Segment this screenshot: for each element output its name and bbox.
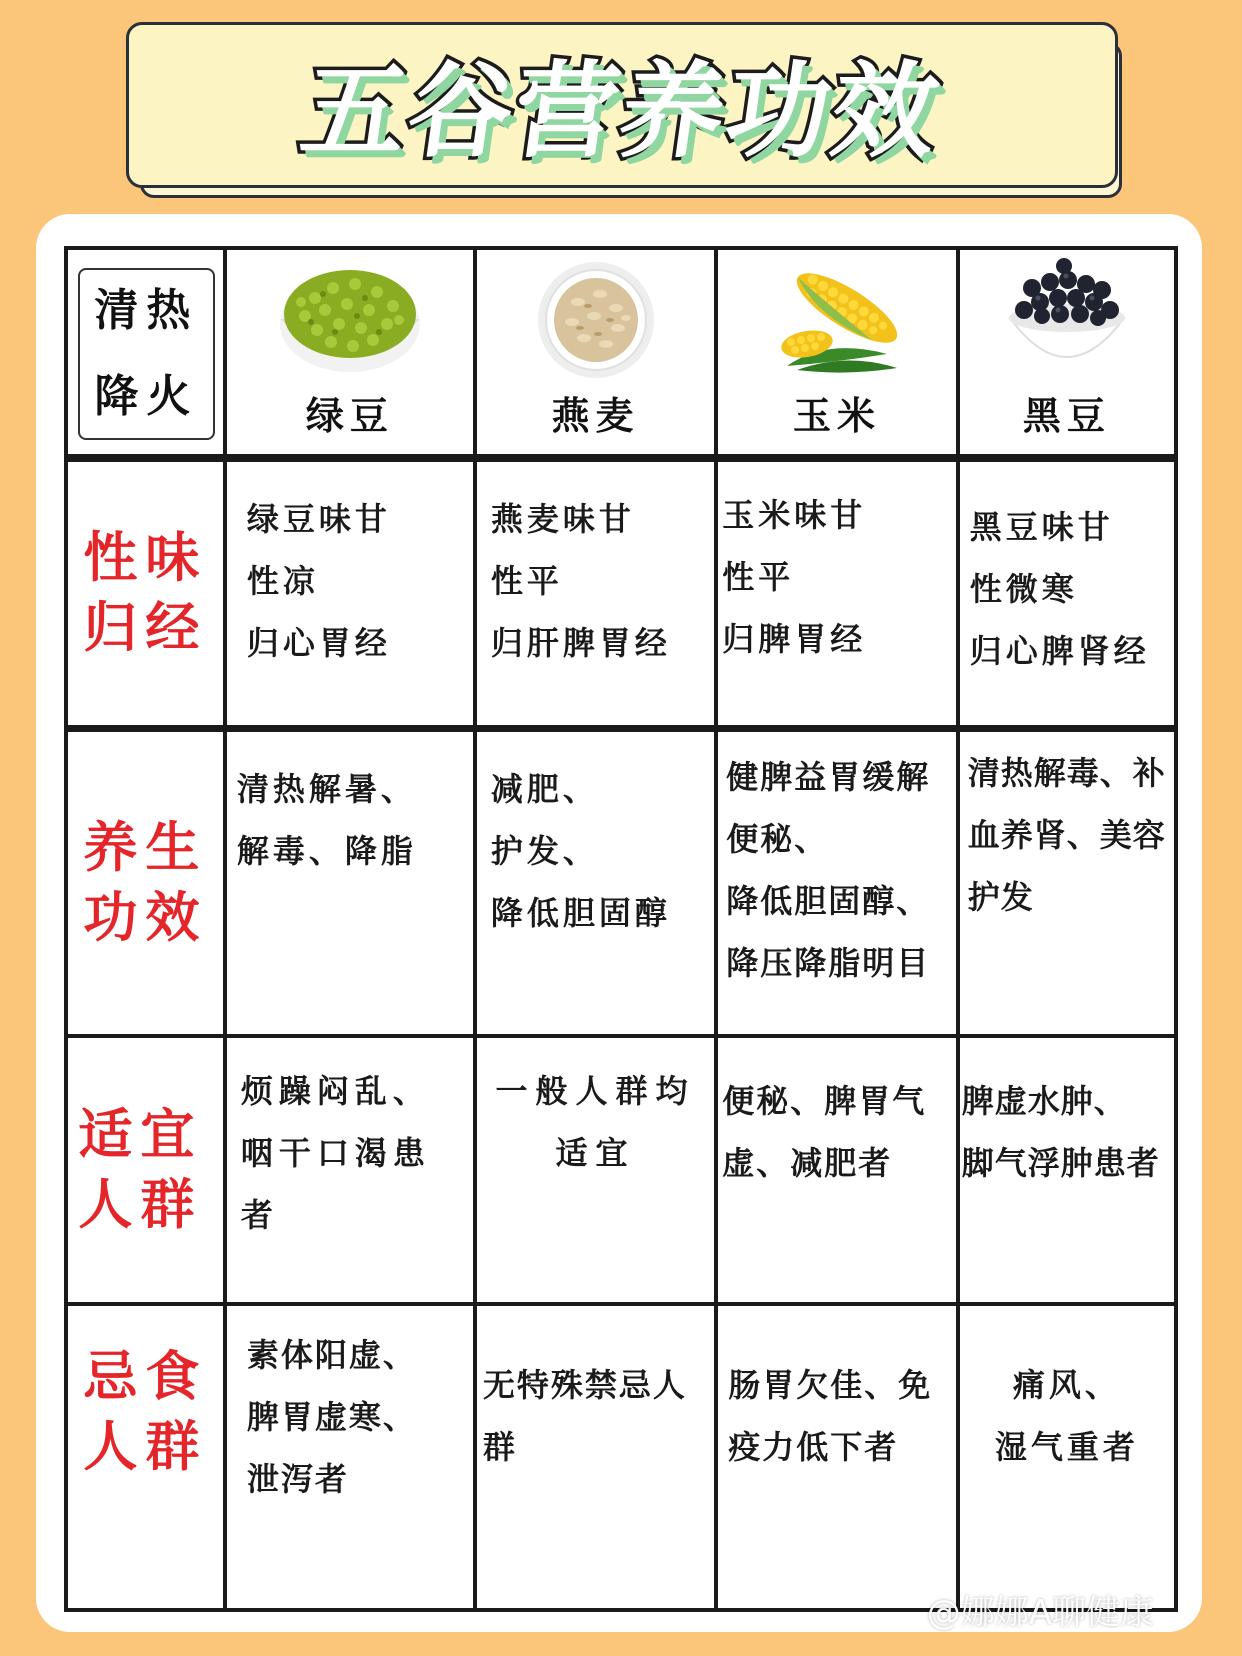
row-label: 忌食 人群 bbox=[83, 1345, 208, 1478]
table-cell: 燕麦味甘 性平 归肝脾胃经 bbox=[475, 458, 716, 728]
food-header-corn: 玉米 bbox=[716, 248, 957, 458]
row-nature-meridian bbox=[66, 458, 1176, 728]
row-suitable-people bbox=[66, 1036, 1176, 1304]
corn-icon bbox=[767, 258, 907, 380]
table-cell: 痛风、 湿气重者 bbox=[958, 1304, 1176, 1610]
table-cell: 健脾益胃缓解 便秘、 降低胆固醇、 降压降脂明目 bbox=[716, 728, 957, 1036]
table-cell: 一般人群均 适宜 bbox=[475, 1036, 716, 1304]
row-label: 性味 归经 bbox=[83, 526, 208, 660]
table-cell: 脾虚水肿、 脚气浮肿患者 bbox=[958, 1036, 1176, 1304]
table-cell: 减肥、 护发、 降低胆固醇 bbox=[475, 728, 716, 1036]
watermark: @娜娜A聊健康 bbox=[926, 1593, 1154, 1633]
corner-label: 清热 降火 bbox=[78, 268, 215, 440]
table-cell: 无特殊禁忌人 群 bbox=[475, 1304, 716, 1610]
black-bean-bowl-icon bbox=[1002, 258, 1132, 380]
title-banner bbox=[126, 22, 1118, 188]
row-health-effects bbox=[66, 728, 1176, 1036]
table-cell: 绿豆味甘 性凉 归心胃经 bbox=[225, 458, 475, 728]
table-cell: 肠胃欠佳、免 疫力低下者 bbox=[716, 1304, 957, 1610]
food-header-oats: 燕麦 bbox=[475, 248, 716, 458]
table-cell: 清热解毒、补 血养肾、美容 护发 bbox=[958, 728, 1176, 1036]
row-label: 养生 功效 bbox=[83, 815, 208, 949]
row-label: 适宜 人群 bbox=[78, 1103, 203, 1236]
mung-bean-bowl-icon bbox=[275, 258, 425, 380]
table-cell: 烦躁闷乱、 咽干口渴患 者 bbox=[225, 1036, 475, 1304]
row-label-cell bbox=[66, 458, 225, 728]
table-cell: 清热解暑、 解毒、降脂 bbox=[225, 728, 475, 1036]
food-header-mung-bean: 绿豆 bbox=[225, 248, 475, 458]
row-label-cell bbox=[66, 1036, 225, 1304]
corner-cell bbox=[66, 248, 225, 458]
oat-bowl-icon bbox=[526, 258, 666, 380]
page-title: 五谷营养功效 bbox=[294, 50, 948, 172]
table-cell: 素体阳虚、 脾胃虚寒、 泄泻者 bbox=[225, 1304, 475, 1610]
table-cell: 便秘、脾胃气 虚、减肥者 bbox=[716, 1036, 957, 1304]
header-row bbox=[66, 248, 1176, 458]
food-header-black-bean: 黑豆 bbox=[958, 248, 1176, 458]
row-label-cell bbox=[66, 728, 225, 1036]
nutrition-table bbox=[64, 246, 1178, 1612]
row-label-cell bbox=[66, 1304, 225, 1610]
table-cell: 黑豆味甘 性微寒 归心脾肾经 bbox=[958, 458, 1176, 728]
table-cell: 玉米味甘 性平 归脾胃经 bbox=[716, 458, 957, 728]
row-avoid-people bbox=[66, 1304, 1176, 1610]
